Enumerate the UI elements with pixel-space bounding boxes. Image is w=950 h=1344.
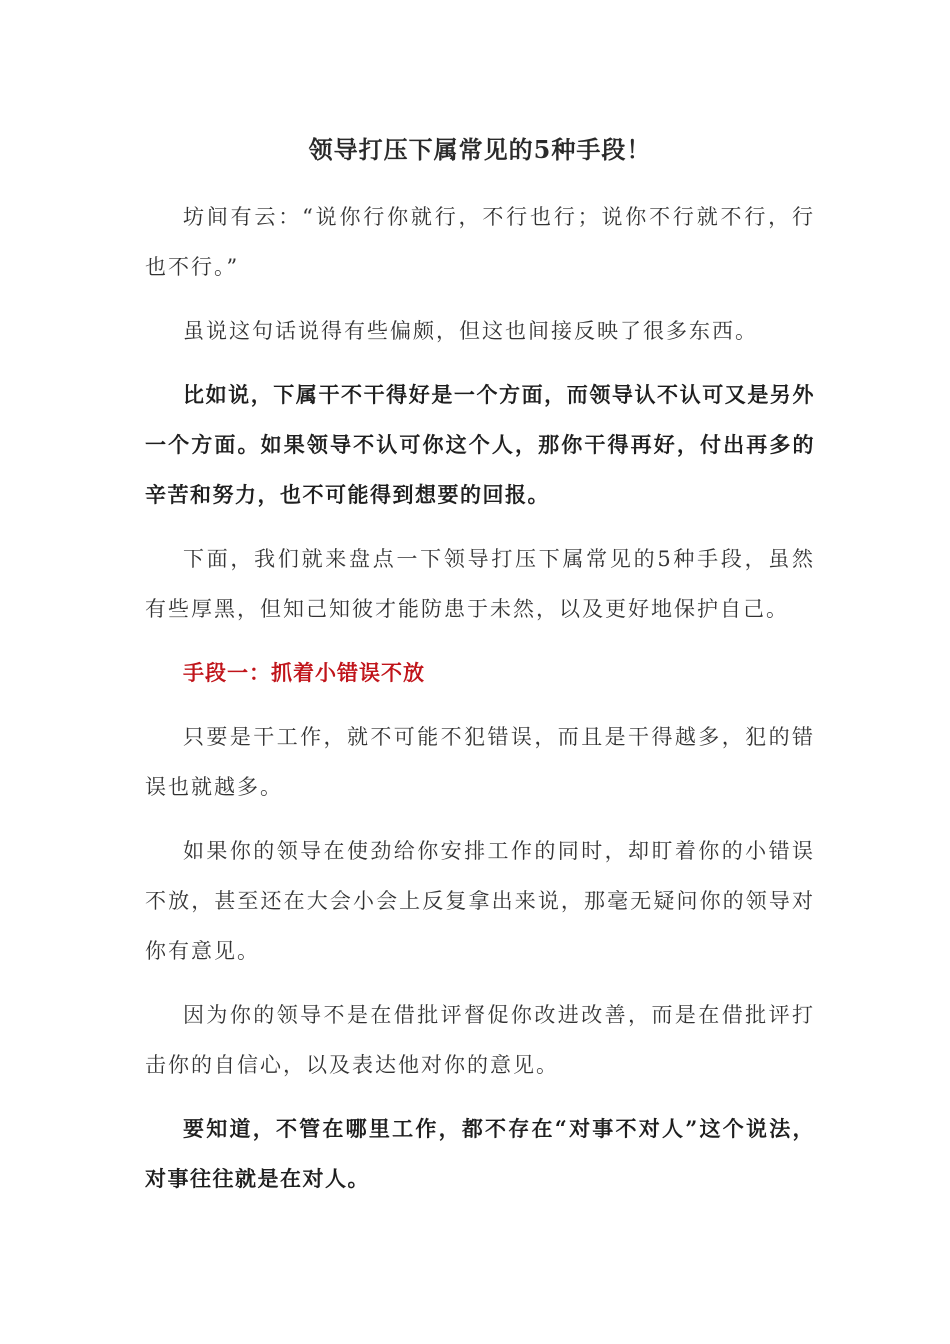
paragraph-conclusion: 要知道，不管在哪里工作，都不存在“对事不对人”这个说法，对事往往就是在对人。	[145, 1116, 815, 1191]
section-heading-method-one: 手段一：抓着小错误不放	[183, 660, 425, 685]
paragraph-key-point: 比如说，下属干不干得好是一个方面，而领导认不认可又是另外一个方面。如果领导不认可你这个人，那你干得再好，付出再多的辛苦和努力，也不可能得到想要的回报。	[145, 382, 815, 507]
paragraph-leader-attention: 如果你的领导在使劲给你安排工作的同时，却盯着你的小错误不放，甚至还在大会小会上反复拿出来说，那毫无疑问你的领导对你有意见。	[145, 839, 815, 963]
paragraph-quote: 坊间有云：“说你行你就行，不行也行；说你不行就不行，行也不行。”	[145, 205, 815, 279]
paragraph-criticism: 因为你的领导不是在借批评督促你改进改善，而是在借批评打击你的自信心，以及表达他对你的意见。	[145, 1003, 815, 1077]
paragraph-mistakes: 只要是干工作，就不可能不犯错误，而且是干得越多，犯的错误也就越多。	[145, 725, 815, 799]
document-body	[145, 130, 815, 1218]
page-title: 领导打压下属常见的5种手段！	[308, 135, 652, 164]
paragraph-comment: 虽说这句话说得有些偏颇，但这也间接反映了很多东西。	[183, 319, 758, 343]
paragraph-intro: 下面，我们就来盘点一下领导打压下属常见的5种手段，虽然有些厚黑，但知己知彼才能防患于未然，以及更好地保护自己。	[145, 547, 815, 621]
